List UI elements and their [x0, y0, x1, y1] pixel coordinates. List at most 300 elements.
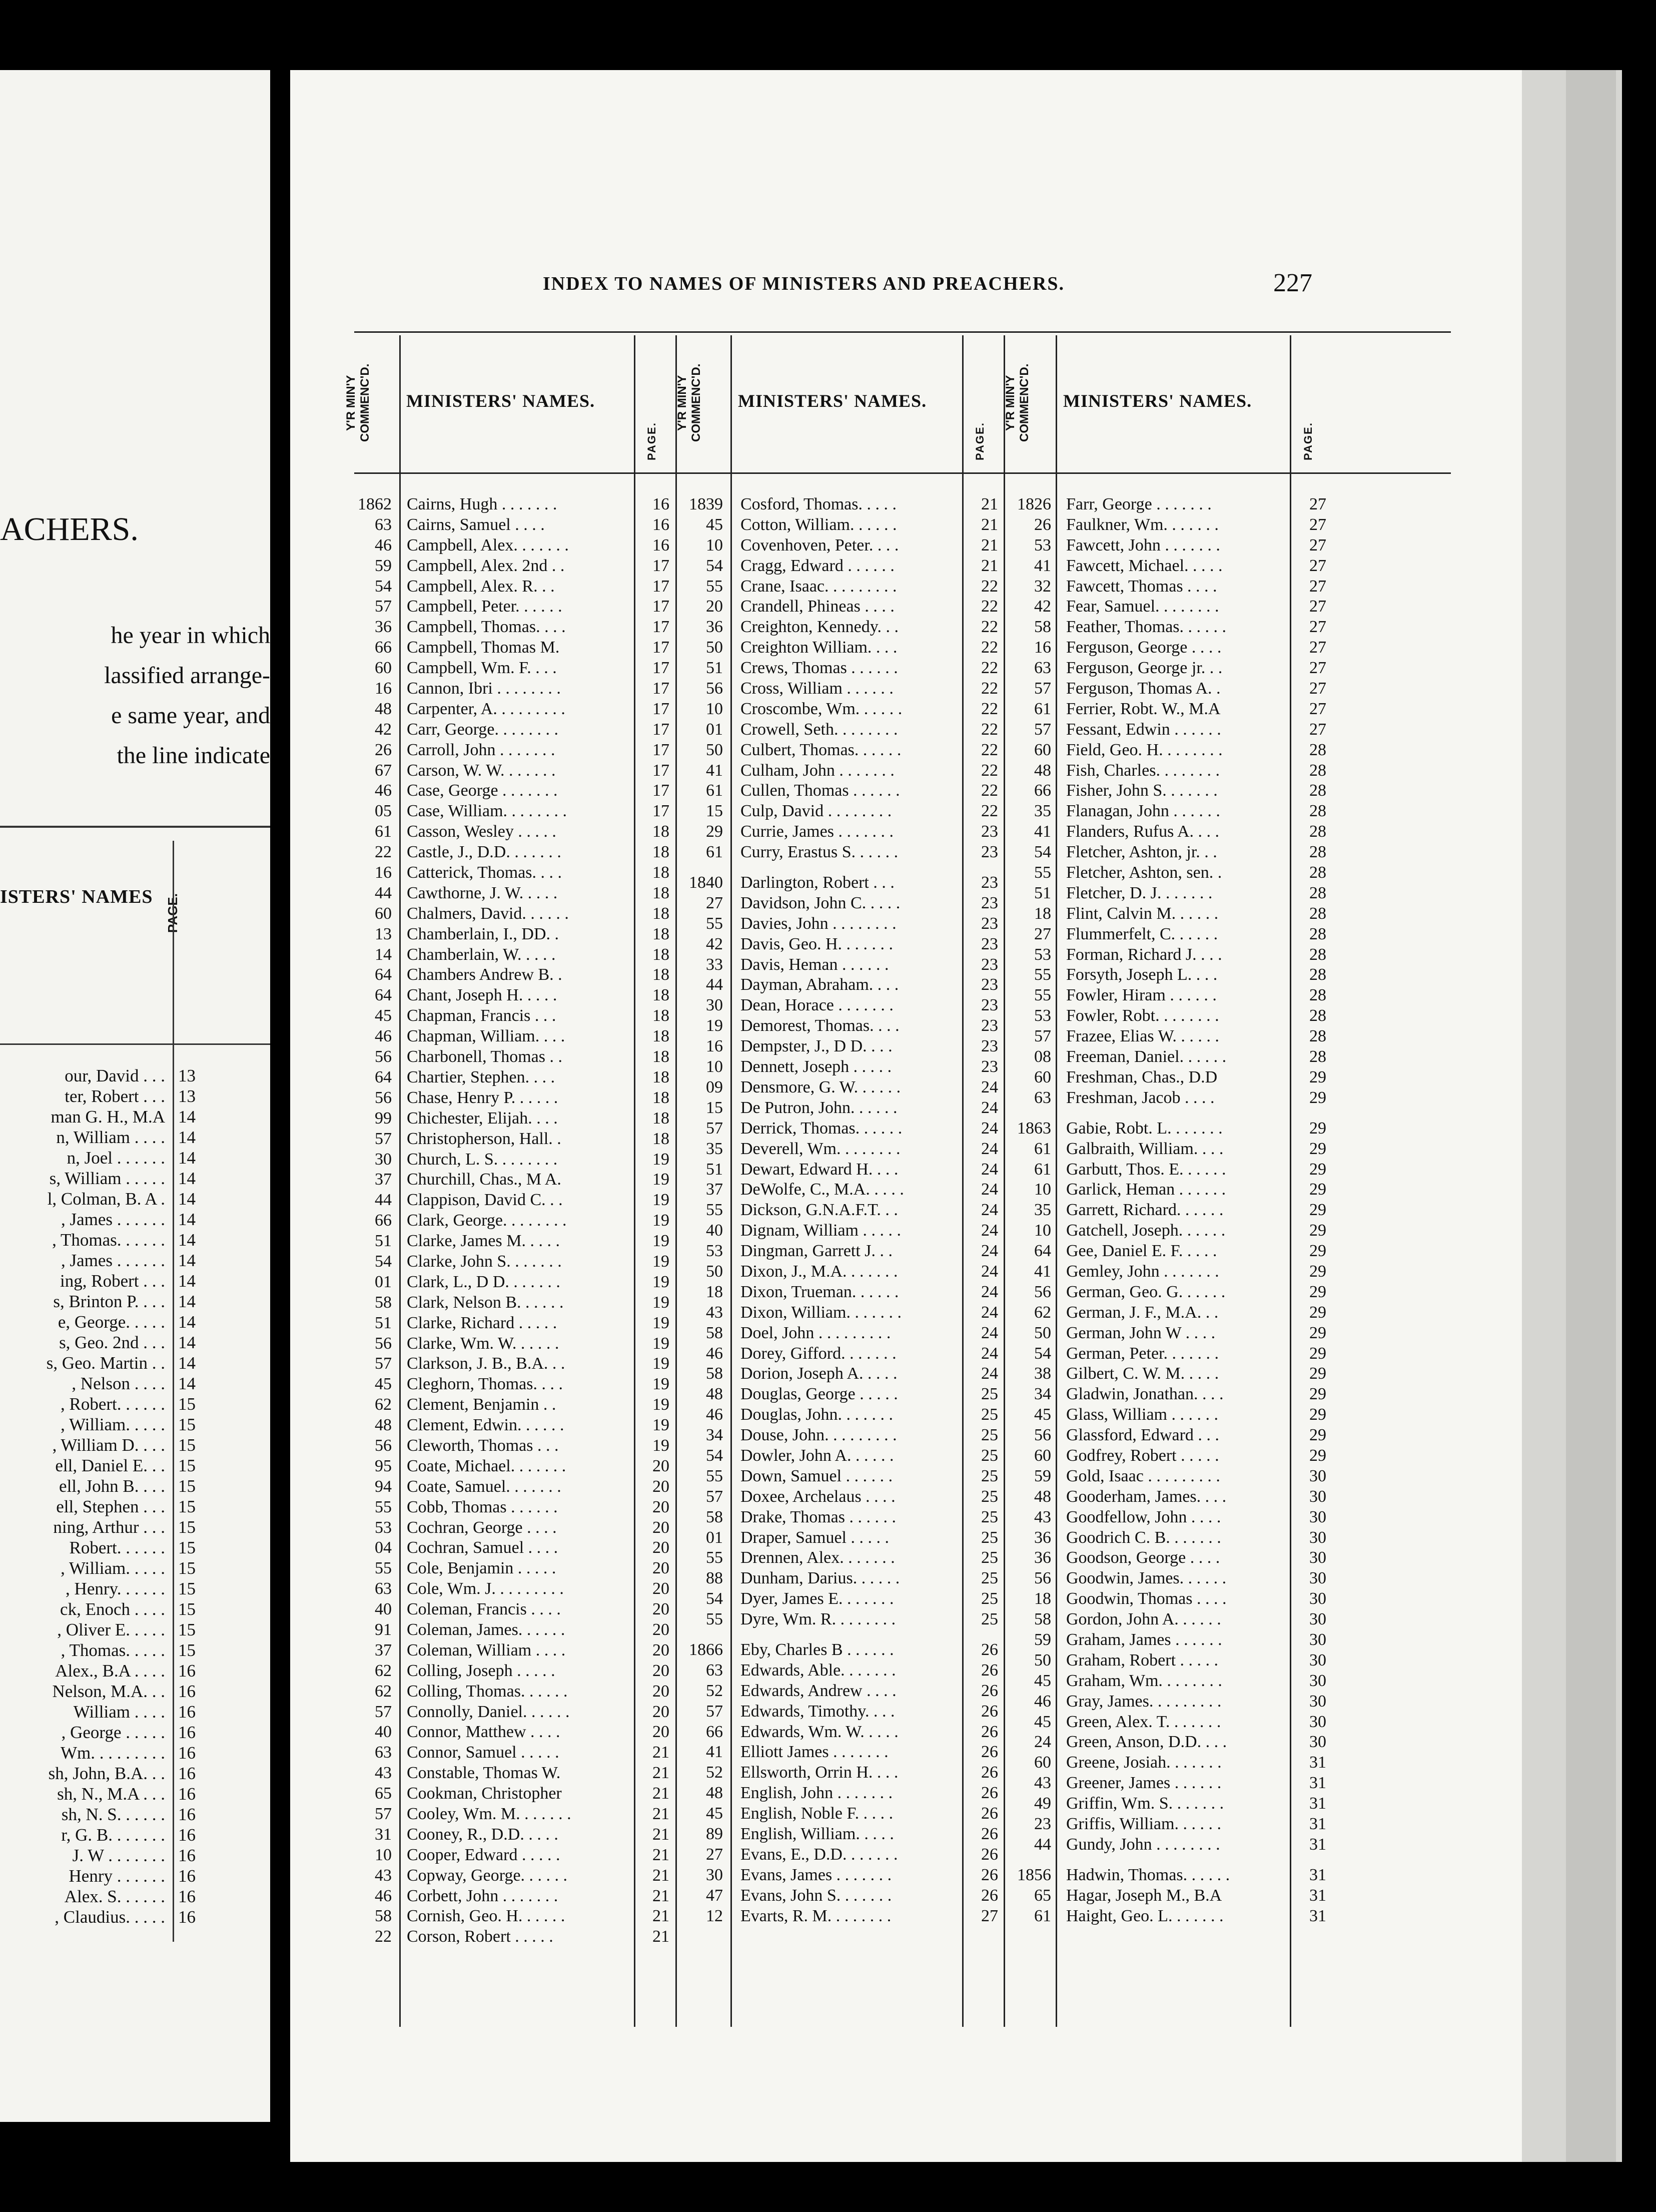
row-minister-name: Dempster, J., D D. . . .: [740, 1037, 893, 1056]
row-page: 31: [1309, 1835, 1326, 1854]
index-row: [675, 1180, 1008, 1200]
row-page: 21: [981, 515, 998, 534]
index-row: [675, 577, 1008, 597]
row-page: 29: [1309, 1385, 1326, 1404]
row-minister-name: Haight, Geo. L. . . . . . .: [1066, 1906, 1224, 1925]
row-year: 55: [706, 1548, 723, 1567]
row-year: 56: [706, 679, 723, 698]
left-row-name: , Robert. . . . . .: [60, 1394, 165, 1414]
row-minister-name: German, Peter. . . . . . .: [1066, 1344, 1219, 1363]
letter-group-gap: [1004, 1109, 1334, 1119]
row-minister-name: Godfrey, Robert . . . . .: [1066, 1446, 1219, 1465]
row-page: 23: [981, 822, 998, 841]
left-row-name: n, Joel . . . . . .: [67, 1148, 165, 1168]
row-year: 56: [1034, 1282, 1051, 1301]
row-page: 27: [1309, 597, 1326, 616]
left-row-page: 14: [178, 1148, 196, 1168]
left-index-row: [0, 1558, 270, 1579]
row-page: 31: [1309, 1906, 1326, 1925]
left-index-row: [0, 1169, 270, 1189]
row-page: 21: [652, 1886, 669, 1905]
row-page: 30: [1309, 1569, 1326, 1588]
left-row-page: 14: [178, 1128, 196, 1147]
row-minister-name: Christopherson, Hall. .: [407, 1129, 561, 1148]
row-minister-name: Dickson, G.N.A.F.T. . .: [740, 1201, 898, 1220]
index-row: [344, 1313, 684, 1334]
row-page: 22: [981, 638, 998, 657]
index-row: [1004, 1814, 1334, 1835]
row-page: 26: [981, 1681, 998, 1700]
left-index-row: [0, 1517, 270, 1538]
row-year: 42: [375, 720, 392, 739]
row-page: 20: [652, 1456, 669, 1475]
row-minister-name: Gee, Daniel E. F. . . . .: [1066, 1242, 1217, 1261]
index-row: [1004, 699, 1334, 720]
index-row: [675, 1824, 1008, 1845]
row-minister-name: Dingman, Garrett J. . .: [740, 1242, 893, 1261]
row-year: 60: [375, 659, 392, 678]
row-page: 28: [1309, 761, 1326, 780]
left-row-name: , Claudius. . . . .: [55, 1907, 165, 1927]
row-page: 25: [981, 1548, 998, 1567]
row-page: 30: [1309, 1671, 1326, 1690]
left-row-page: 14: [178, 1271, 196, 1291]
index-row: [1004, 1712, 1334, 1733]
index-row: [1004, 556, 1334, 577]
row-year: 64: [375, 986, 392, 1005]
index-row: [1004, 1200, 1334, 1221]
index-row: [1004, 1364, 1334, 1384]
row-year: 43: [1034, 1774, 1051, 1793]
row-page: 29: [1309, 1139, 1326, 1158]
row-minister-name: Chamberlain, W. . . . .: [407, 945, 556, 964]
left-row-name: s, Geo. 2nd . . .: [59, 1333, 165, 1352]
index-row: [344, 1620, 684, 1640]
row-page: 24: [981, 1221, 998, 1240]
row-year: 48: [375, 699, 392, 718]
row-minister-name: Elliott James . . . . . . .: [740, 1743, 889, 1762]
row-minister-name: Constable, Thomas W.: [407, 1764, 561, 1783]
row-minister-name: Demorest, Thomas. . . .: [740, 1016, 900, 1035]
row-minister-name: English, John . . . . . . .: [740, 1784, 893, 1803]
index-row: [344, 1558, 684, 1579]
right-page: [290, 70, 1522, 2162]
row-page: 20: [652, 1559, 669, 1578]
index-row: [344, 1825, 684, 1845]
row-minister-name: Coate, Michael. . . . . . .: [407, 1456, 566, 1475]
index-row: [1004, 1323, 1334, 1344]
index-row: [675, 1466, 1008, 1487]
row-page: 17: [652, 802, 669, 821]
index-row: [1004, 1384, 1334, 1405]
row-page: 30: [1309, 1507, 1326, 1526]
left-index-row: [0, 1353, 270, 1374]
row-minister-name: English, Noble F. . . . .: [740, 1804, 894, 1823]
row-page: 18: [652, 883, 669, 902]
left-row-name: ter, Robert . . .: [65, 1086, 165, 1106]
row-page: 20: [652, 1538, 669, 1557]
index-row: [344, 577, 684, 597]
row-year: 57: [375, 1702, 392, 1721]
row-page: 28: [1309, 945, 1326, 964]
row-minister-name: Campbell, Thomas. . . .: [407, 618, 566, 637]
row-year: 48: [1034, 1487, 1051, 1506]
left-row-page: 15: [178, 1599, 196, 1619]
row-page: 30: [1309, 1589, 1326, 1608]
row-page: 22: [981, 618, 998, 637]
row-minister-name: Davis, Geo. H. . . . . . .: [740, 934, 894, 953]
row-page: 26: [981, 1722, 998, 1741]
index-row: [675, 955, 1008, 975]
row-minister-name: Colling, Thomas. . . . . .: [407, 1682, 568, 1701]
row-minister-name: Chichester, Elijah. . . .: [407, 1109, 558, 1128]
left-row-page: 14: [178, 1189, 196, 1209]
row-minister-name: Dean, Horace . . . . . . .: [740, 996, 894, 1015]
row-page: 17: [652, 577, 669, 596]
row-minister-name: Croscombe, Wm. . . . . .: [740, 699, 903, 718]
row-year: 53: [706, 1242, 723, 1261]
index-row: [344, 1436, 684, 1456]
index-row: [675, 1722, 1008, 1743]
index-row: [344, 1170, 684, 1190]
row-year: 46: [706, 1344, 723, 1363]
row-page: 26: [981, 1825, 998, 1843]
row-minister-name: Carroll, John . . . . . . .: [407, 740, 555, 759]
index-row: [675, 1119, 1008, 1139]
index-row: [344, 1784, 684, 1804]
left-index-row: [0, 1292, 270, 1312]
index-row: [675, 1016, 1008, 1036]
row-page: 19: [652, 1272, 669, 1291]
row-minister-name: Connolly, Daniel. . . . . .: [407, 1702, 570, 1721]
row-year: 42: [706, 934, 723, 953]
row-page: 24: [981, 1323, 998, 1342]
left-row-name: sh, John, B.A. . .: [48, 1764, 165, 1783]
row-year: 53: [375, 1518, 392, 1537]
row-minister-name: Forman, Richard J. . . .: [1066, 945, 1222, 964]
col3-header-names: MINISTERS' NAMES.: [1063, 391, 1252, 411]
index-row: [344, 740, 684, 761]
index-row: [344, 597, 684, 617]
row-minister-name: Curry, Erastus S. . . . . .: [740, 843, 899, 862]
left-row-name: , Thomas. . . . . .: [52, 1230, 165, 1250]
index-row: [1004, 1906, 1334, 1927]
left-row-name: Henry . . . . . .: [69, 1866, 165, 1886]
row-page: 22: [981, 761, 998, 780]
row-page: 30: [1309, 1610, 1326, 1629]
row-year: 1826: [1017, 495, 1051, 513]
row-year: 59: [375, 556, 392, 575]
row-page: 18: [652, 1006, 669, 1025]
row-minister-name: Dennett, Joseph . . . . .: [740, 1057, 892, 1076]
row-minister-name: Culbert, Thomas. . . . . .: [740, 740, 902, 759]
row-year: 65: [375, 1784, 392, 1803]
row-year: 62: [375, 1395, 392, 1414]
index-row: [675, 1906, 1008, 1927]
row-year: 1840: [689, 873, 723, 892]
row-page: 26: [981, 1804, 998, 1823]
row-year: 55: [706, 1201, 723, 1220]
left-row-page: 13: [178, 1066, 196, 1085]
row-minister-name: Churchill, Chas., M A.: [407, 1170, 561, 1189]
row-page: 17: [652, 699, 669, 718]
row-minister-name: Hadwin, Thomas. . . . . .: [1066, 1865, 1230, 1884]
index-row: [1004, 1487, 1334, 1507]
row-page: 28: [1309, 781, 1326, 800]
index-row: [1004, 1425, 1334, 1446]
index-row: [344, 863, 684, 883]
index-row: [1004, 515, 1334, 535]
row-page: 19: [652, 1211, 669, 1230]
row-year: 27: [706, 1845, 723, 1864]
row-year: 95: [375, 1456, 392, 1475]
index-row: [675, 658, 1008, 679]
row-page: 21: [652, 1866, 669, 1885]
row-year: 46: [375, 781, 392, 800]
index-row: [344, 1293, 684, 1313]
row-year: 10: [1034, 1180, 1051, 1199]
row-minister-name: Clement, Benjamin . .: [407, 1395, 556, 1414]
row-page: 24: [981, 1282, 998, 1301]
row-year: 43: [1034, 1507, 1051, 1526]
row-page: 19: [652, 1252, 669, 1271]
row-page: 27: [1309, 638, 1326, 657]
row-page: 18: [652, 1129, 669, 1148]
row-page: 23: [981, 934, 998, 953]
row-page: 28: [1309, 1047, 1326, 1066]
row-minister-name: Freeman, Daniel. . . . . .: [1066, 1047, 1227, 1066]
row-year: 34: [706, 1426, 723, 1445]
row-minister-name: Carpenter, A. . . . . . . . .: [407, 699, 565, 718]
row-page: 21: [981, 495, 998, 513]
row-minister-name: Draper, Samuel . . . . .: [740, 1528, 890, 1547]
left-row-page: 14: [178, 1251, 196, 1270]
row-minister-name: Clarke, John S. . . . . . .: [407, 1252, 562, 1271]
index-row: [344, 1579, 684, 1599]
row-page: 19: [652, 1334, 669, 1353]
row-page: 17: [652, 781, 669, 800]
left-row-name: , William. . . . .: [61, 1415, 165, 1434]
index-row: [1004, 761, 1334, 781]
row-minister-name: Doxee, Archelaus . . . .: [740, 1487, 896, 1506]
index-row: [1004, 638, 1334, 658]
letter-group-gap: [1004, 1855, 1334, 1865]
row-minister-name: Greene, Josiah. . . . . . .: [1066, 1753, 1222, 1772]
left-index-row: [0, 1497, 270, 1517]
index-row: [344, 1026, 684, 1047]
row-year: 22: [375, 1927, 392, 1946]
row-page: 18: [652, 986, 669, 1005]
row-page: 20: [652, 1620, 669, 1639]
index-row: [344, 1047, 684, 1067]
row-minister-name: Clement, Edwin. . . . . .: [407, 1416, 564, 1435]
row-year: 45: [1034, 1671, 1051, 1690]
row-page: 26: [981, 1661, 998, 1680]
row-minister-name: Edwards, Able. . . . . . .: [740, 1661, 896, 1680]
row-minister-name: Down, Samuel . . . . . .: [740, 1466, 893, 1485]
index-row: [344, 658, 684, 679]
row-minister-name: Faulkner, Wm. . . . . . .: [1066, 515, 1219, 534]
row-page: 25: [981, 1446, 998, 1465]
row-page: 22: [981, 577, 998, 596]
row-minister-name: Gooderham, James. . . .: [1066, 1487, 1227, 1506]
row-minister-name: Fowler, Hiram . . . . . .: [1066, 986, 1217, 1005]
row-minister-name: Campbell, Peter. . . . . .: [407, 597, 562, 616]
row-page: 31: [1309, 1886, 1326, 1905]
left-index-row: [0, 1702, 270, 1723]
row-year: 51: [706, 1160, 723, 1179]
row-year: 50: [706, 638, 723, 657]
index-row: [344, 1927, 684, 1947]
index-row: [344, 1067, 684, 1088]
index-row: [675, 1548, 1008, 1568]
row-minister-name: Clarke, James M. . . . .: [407, 1232, 560, 1251]
row-minister-name: Campbell, Thomas M.: [407, 638, 560, 657]
row-page: 22: [981, 659, 998, 678]
index-row: [344, 1272, 684, 1293]
row-year: 04: [375, 1538, 392, 1557]
row-year: 30: [706, 1865, 723, 1884]
index-row: [1004, 1692, 1334, 1712]
index-row: [675, 597, 1008, 617]
row-page: 28: [1309, 1027, 1326, 1046]
row-page: 18: [652, 904, 669, 923]
row-page: 23: [981, 975, 998, 994]
left-index-row: [0, 1394, 270, 1415]
row-page: 22: [981, 597, 998, 616]
row-minister-name: Edwards, Andrew . . . .: [740, 1681, 897, 1700]
index-row: [1004, 658, 1334, 679]
row-year: 15: [706, 1098, 723, 1117]
left-row-page: 16: [178, 1682, 196, 1701]
row-minister-name: Goodrich C. B. . . . . . .: [1066, 1528, 1221, 1547]
row-year: 89: [706, 1825, 723, 1843]
row-minister-name: Garlick, Heman . . . . . .: [1066, 1180, 1226, 1199]
row-page: 19: [652, 1150, 669, 1169]
row-page: 30: [1309, 1528, 1326, 1547]
row-year: 41: [706, 761, 723, 780]
index-row: [344, 1763, 684, 1784]
index-row: [675, 535, 1008, 556]
row-minister-name: German, J. F., M.A. . .: [1066, 1303, 1219, 1322]
row-page: 18: [652, 1109, 669, 1128]
row-page: 20: [652, 1518, 669, 1537]
row-minister-name: Carr, George. . . . . . . .: [407, 720, 558, 739]
row-page: 18: [652, 843, 669, 862]
row-page: 17: [652, 740, 669, 759]
row-page: 20: [652, 1579, 669, 1598]
left-row-page: 16: [178, 1784, 196, 1804]
row-page: 28: [1309, 924, 1326, 943]
row-year: 15: [706, 802, 723, 821]
left-row-name: , Nelson . . . .: [72, 1374, 165, 1393]
row-page: 26: [981, 1886, 998, 1905]
row-page: 26: [981, 1640, 998, 1659]
row-minister-name: Garrett, Richard. . . . . .: [1066, 1201, 1224, 1220]
row-year: 41: [1034, 1262, 1051, 1281]
row-year: 62: [375, 1682, 392, 1701]
row-year: 57: [706, 1487, 723, 1506]
row-year: 23: [1034, 1815, 1051, 1833]
row-page: 28: [1309, 843, 1326, 862]
row-year: 54: [706, 1589, 723, 1608]
row-year: 94: [375, 1477, 392, 1496]
index-row: [675, 1139, 1008, 1160]
row-year: 57: [375, 597, 392, 616]
row-year: 1863: [1017, 1119, 1051, 1138]
row-year: 58: [706, 1507, 723, 1526]
row-year: 56: [375, 1047, 392, 1066]
row-year: 58: [375, 1907, 392, 1926]
row-page: 28: [1309, 904, 1326, 923]
row-page: 29: [1309, 1221, 1326, 1240]
left-header-underline: [0, 1043, 270, 1045]
row-page: 27: [1309, 659, 1326, 678]
index-row: [675, 1609, 1008, 1630]
row-year: 46: [1034, 1692, 1051, 1711]
row-page: 19: [652, 1436, 669, 1455]
row-minister-name: Chalmers, David. . . . . .: [407, 904, 569, 923]
row-year: 30: [706, 996, 723, 1015]
row-year: 40: [706, 1221, 723, 1240]
index-row: [344, 1599, 684, 1620]
letter-group-gap: [675, 863, 1008, 873]
index-row: [675, 934, 1008, 955]
left-row-page: 16: [178, 1825, 196, 1845]
row-page: 23: [981, 1057, 998, 1076]
index-row: [675, 893, 1008, 914]
row-year: 01: [375, 1272, 392, 1291]
row-page: 30: [1309, 1548, 1326, 1567]
row-minister-name: Fowler, Robt. . . . . . . .: [1066, 1006, 1219, 1025]
index-row: [1004, 863, 1334, 883]
row-page: 17: [652, 618, 669, 637]
row-minister-name: Connor, Samuel . . . . .: [407, 1743, 559, 1762]
row-minister-name: Fessant, Edwin . . . . . .: [1066, 720, 1221, 739]
index-row: [344, 781, 684, 801]
row-minister-name: Dignam, William . . . . .: [740, 1221, 901, 1240]
row-minister-name: Charbonell, Thomas . .: [407, 1047, 562, 1066]
index-row: [675, 995, 1008, 1016]
index-row: [344, 617, 684, 638]
row-page: 26: [981, 1702, 998, 1721]
row-year: 55: [375, 1497, 392, 1516]
index-row: [1004, 1180, 1334, 1200]
left-index-row: [0, 1887, 270, 1907]
left-header-names: ISTERS' NAMES: [0, 886, 153, 907]
row-year: 45: [375, 1006, 392, 1025]
row-page: 25: [981, 1426, 998, 1445]
row-minister-name: Cochran, George . . . .: [407, 1518, 557, 1537]
row-year: 51: [375, 1232, 392, 1251]
left-index-row: [0, 1128, 270, 1148]
index-row: [675, 1200, 1008, 1221]
row-minister-name: Cookman, Christopher: [407, 1784, 562, 1803]
row-page: 29: [1309, 1180, 1326, 1199]
row-minister-name: Dorey, Gifford. . . . . . .: [740, 1344, 897, 1363]
left-row-name: sh, N., M.A . . .: [57, 1784, 165, 1804]
index-row: [1004, 1732, 1334, 1753]
left-header-rule: [0, 826, 270, 828]
row-minister-name: Densmore, G. W. . . . . .: [740, 1077, 901, 1096]
index-row: [1004, 577, 1334, 597]
row-year: 43: [375, 1866, 392, 1885]
left-row-page: 15: [178, 1456, 196, 1475]
row-minister-name: Douse, John. . . . . . . . .: [740, 1426, 897, 1445]
row-year: 58: [706, 1364, 723, 1383]
row-minister-name: Chambers Andrew B. .: [407, 965, 562, 984]
row-year: 38: [1034, 1364, 1051, 1383]
